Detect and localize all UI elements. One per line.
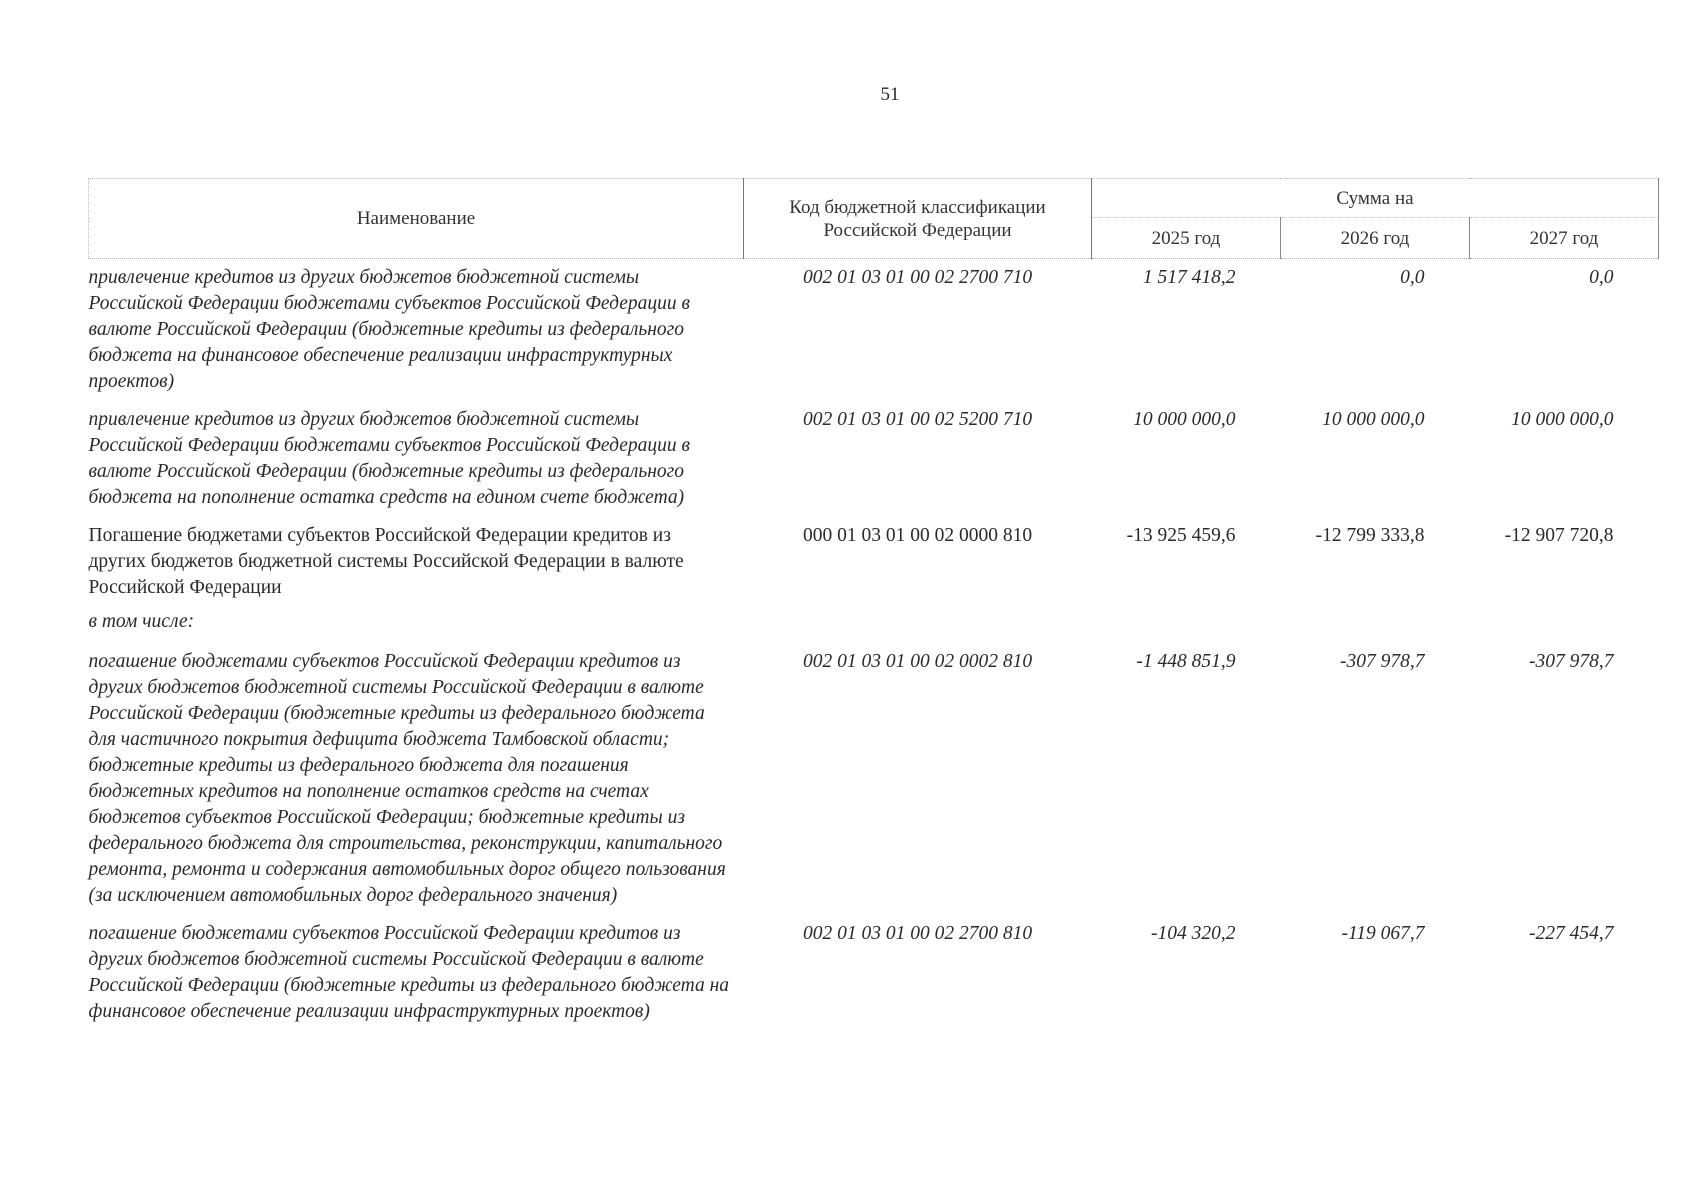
row-value-2026: -119 067,7	[1341, 923, 1425, 944]
table-header	[89, 179, 1659, 259]
row-code: 000 01 03 01 00 02 0000 810	[802, 525, 1033, 546]
header-year-2027: 2027 год	[1470, 218, 1659, 259]
table-row	[89, 517, 1659, 607]
table-row	[89, 915, 1659, 1031]
header-code: Код бюджетной классификации Российской Федерации	[744, 179, 1092, 259]
row-value-2025: 1 517 418,2	[1142, 267, 1236, 288]
row-code	[744, 607, 1092, 643]
row-name: погашение бюджетами субъектов Российской Федерации кредитов из других бюджетов бюджетной системы Российской Федерации в валюте Российской Федерации (бюджетные кредиты из федерального бюджета на финансовое обеспечение реализации инфраструктурных проектов)	[88, 923, 730, 1022]
row-value-2027: 0,0	[1589, 267, 1614, 288]
row-value-2025: -104 320,2	[1151, 923, 1236, 944]
budget-table	[88, 178, 1659, 1031]
row-name: Погашение бюджетами субъектов Российской Федерации кредитов из других бюджетов бюджетной системы Российской Федерации в валюте Российской Федерации	[88, 525, 684, 598]
row-name: привлечение кредитов из других бюджетов бюджетной системы Российской Федерации бюджетами субъектов Российской Федерации в валюте Российской Федерации (бюджетные кредиты из федерального бюджета на финансовое обеспечение реализации инфраструктурных проектов)	[88, 267, 690, 392]
row-value-2025: 10 000 000,0	[1133, 409, 1236, 430]
row-name: погашение бюджетами субъектов Российской Федерации кредитов из других бюджетов бюджетной системы Российской Федерации в валюте Российской Федерации (бюджетные кредиты из федерального бюджета для частичного покрытия дефицита бюджета Тамбовской области; бюджетные кредиты из федерального бюджета для погашения бюджетных кредитов на пополнение остатков средств на счетах бюджетов субъектов Российской Федерации; бюджетные кредиты из федерального бюджета для строительства, реконструкции, капитального ремонта, ремонта и содержания автомобильных дорог общего пользования (за исключением автомобильных дорог федерального значения)	[88, 651, 726, 906]
row-value-2027: -307 978,7	[1529, 651, 1614, 672]
row-code: 002 01 03 01 00 02 0002 810	[802, 651, 1033, 672]
row-code: 002 01 03 01 00 02 5200 710	[802, 409, 1033, 430]
row-value-2027: 10 000 000,0	[1511, 409, 1614, 430]
header-sum: Сумма на	[1092, 179, 1659, 218]
row-code: 002 01 03 01 00 02 2700 710	[802, 267, 1033, 288]
row-value-2027: -12 907 720,8	[1504, 525, 1614, 546]
row-value-2027	[1470, 607, 1659, 643]
row-value-2025: -1 448 851,9	[1136, 651, 1236, 672]
row-value-2026	[1281, 607, 1470, 643]
row-value-2026: 10 000 000,0	[1322, 409, 1425, 430]
row-name: в том числе:	[88, 611, 195, 632]
page-number: 51	[880, 84, 900, 105]
row-value-2026: 0,0	[1400, 267, 1425, 288]
header-year-2026: 2026 год	[1281, 218, 1470, 259]
row-value-2027: -227 454,7	[1529, 923, 1614, 944]
header-year-2025: 2025 год	[1092, 218, 1281, 259]
header-name: Наименование	[89, 179, 744, 259]
row-value-2026: -307 978,7	[1340, 651, 1425, 672]
table-row	[89, 401, 1659, 517]
budget-table-container	[88, 178, 1658, 1031]
row-value-2025	[1092, 607, 1281, 643]
table-row	[89, 259, 1659, 402]
row-name: привлечение кредитов из других бюджетов бюджетной системы Российской Федерации бюджетами субъектов Российской Федерации в валюте Российской Федерации (бюджетные кредиты из федерального бюджета на пополнение остатка средств на едином счете бюджета)	[88, 409, 690, 508]
row-value-2025: -13 925 459,6	[1126, 525, 1236, 546]
row-value-2026: -12 799 333,8	[1315, 525, 1425, 546]
row-code: 002 01 03 01 00 02 2700 810	[802, 923, 1033, 944]
table-row-note	[89, 607, 1659, 643]
table-row	[89, 643, 1659, 915]
table-body	[89, 259, 1659, 1032]
